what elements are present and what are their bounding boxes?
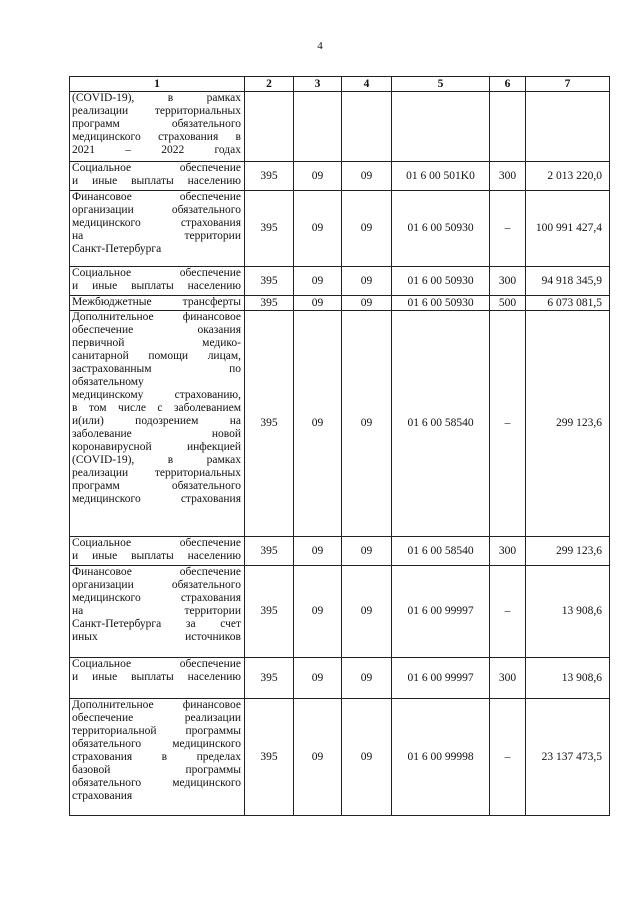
column-header: 3 xyxy=(294,77,342,92)
cell-amount: 23 137 473,5 xyxy=(526,699,610,816)
cell-subsection: 09 xyxy=(342,311,392,537)
table-row xyxy=(70,537,610,566)
cell-section: 09 xyxy=(294,537,342,566)
row-name: Дополнительное финансовое обеспечение реализации территориальной программы обязательного медицинского страхования в пределах базовой программы обязательного медицинского страхования xyxy=(70,699,245,816)
row-name: Социальное обеспечение и иные выплаты населению xyxy=(70,267,245,296)
cell-subsection: 09 xyxy=(342,296,392,311)
cell-target-article: 01 6 00 50930 xyxy=(392,191,490,267)
cell-amount: 2 013 220,0 xyxy=(526,162,610,191)
cell-amount: 299 123,6 xyxy=(526,311,610,537)
cell-admin-code: 395 xyxy=(245,191,294,267)
cell-expense-type: – xyxy=(490,566,526,658)
table-row xyxy=(70,267,610,296)
cell-section: 09 xyxy=(294,566,342,658)
cell-subsection: 09 xyxy=(342,537,392,566)
cell-section: 09 xyxy=(294,658,342,699)
cell-admin-code: 395 xyxy=(245,296,294,311)
table-row xyxy=(70,699,610,816)
column-header: 2 xyxy=(245,77,294,92)
table-row xyxy=(70,658,610,699)
cell-section: 09 xyxy=(294,162,342,191)
row-name: Социальное обеспечение и иные выплаты населению xyxy=(70,658,245,699)
cell-admin-code: 395 xyxy=(245,267,294,296)
cell-subsection: 09 xyxy=(342,162,392,191)
row-name: Социальное обеспечение и иные выплаты населению xyxy=(70,162,245,191)
cell-amount: 6 073 081,5 xyxy=(526,296,610,311)
cell-target-article xyxy=(392,92,490,162)
row-name: Финансовое обеспечение организации обязательного медицинского страхования на территории Санкт-Петербурга xyxy=(70,191,245,267)
column-header: 5 xyxy=(392,77,490,92)
row-name: Дополнительное финансовое обеспечение оказания первичной медико- санитарной помощи лицам, застрахованным по обязательному медицинскому страхованию, в том числе с заболеванием и(или) подозрением на заболевание новой коронавирусной инфекцией (COVID-19), в рамках реализации территориальных программ обязательного медицинского страхования xyxy=(70,311,245,537)
cell-section: 09 xyxy=(294,191,342,267)
cell-amount: 94 918 345,9 xyxy=(526,267,610,296)
cell-amount: 100 991 427,4 xyxy=(526,191,610,267)
cell-target-article: 01 6 00 58540 xyxy=(392,537,490,566)
cell-admin-code: 395 xyxy=(245,658,294,699)
cell-admin-code: 395 xyxy=(245,566,294,658)
cell-target-article: 01 6 00 50930 xyxy=(392,267,490,296)
table-row xyxy=(70,191,610,267)
table-row xyxy=(70,162,610,191)
cell-target-article: 01 6 00 99997 xyxy=(392,566,490,658)
column-header: 4 xyxy=(342,77,392,92)
row-name: Социальное обеспечение и иные выплаты населению xyxy=(70,537,245,566)
cell-expense-type: – xyxy=(490,699,526,816)
column-header: 7 xyxy=(526,77,610,92)
cell-section: 09 xyxy=(294,267,342,296)
column-header: 1 xyxy=(70,77,245,92)
cell-expense-type: – xyxy=(490,311,526,537)
table-row xyxy=(70,92,610,162)
cell-section xyxy=(294,92,342,162)
cell-admin-code: 395 xyxy=(245,537,294,566)
cell-amount: 299 123,6 xyxy=(526,537,610,566)
table-row xyxy=(70,566,610,658)
cell-subsection: 09 xyxy=(342,566,392,658)
cell-subsection: 09 xyxy=(342,267,392,296)
cell-amount: 13 908,6 xyxy=(526,566,610,658)
cell-subsection xyxy=(342,92,392,162)
cell-expense-type: 300 xyxy=(490,658,526,699)
cell-expense-type: 300 xyxy=(490,162,526,191)
cell-expense-type: – xyxy=(490,191,526,267)
cell-admin-code: 395 xyxy=(245,311,294,537)
column-header: 6 xyxy=(490,77,526,92)
cell-admin-code: 395 xyxy=(245,699,294,816)
budget-table xyxy=(69,76,610,816)
row-name: (COVID-19), в рамках реализации территориальных программ обязательного медицинского страхования в 2021 – 2022 годах xyxy=(70,92,245,162)
cell-amount xyxy=(526,92,610,162)
row-name: Финансовое обеспечение организации обязательного медицинского страхования на территории Санкт-Петербурга за счет иных источников xyxy=(70,566,245,658)
table-header-row xyxy=(70,77,610,92)
cell-target-article: 01 6 00 50930 xyxy=(392,296,490,311)
cell-amount: 13 908,6 xyxy=(526,658,610,699)
cell-expense-type: 500 xyxy=(490,296,526,311)
table-row xyxy=(70,296,610,311)
cell-subsection: 09 xyxy=(342,658,392,699)
cell-section: 09 xyxy=(294,296,342,311)
cell-section: 09 xyxy=(294,699,342,816)
cell-expense-type xyxy=(490,92,526,162)
cell-target-article: 01 6 00 99997 xyxy=(392,658,490,699)
cell-target-article: 01 6 00 99998 xyxy=(392,699,490,816)
cell-target-article: 01 6 00 501K0 xyxy=(392,162,490,191)
row-name: Межбюджетные трансферты xyxy=(70,296,245,311)
cell-expense-type: 300 xyxy=(490,267,526,296)
cell-admin-code: 395 xyxy=(245,162,294,191)
cell-subsection: 09 xyxy=(342,699,392,816)
page-number: 4 xyxy=(317,40,323,52)
table-row xyxy=(70,311,610,537)
cell-section: 09 xyxy=(294,311,342,537)
cell-admin-code xyxy=(245,92,294,162)
cell-subsection: 09 xyxy=(342,191,392,267)
cell-target-article: 01 6 00 58540 xyxy=(392,311,490,537)
cell-expense-type: 300 xyxy=(490,537,526,566)
